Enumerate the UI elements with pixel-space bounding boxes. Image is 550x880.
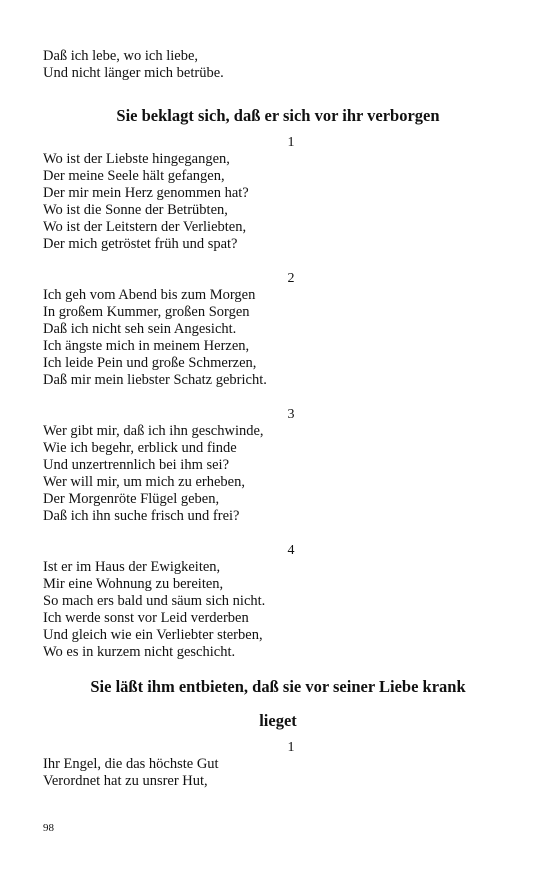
verse-line: Daß mir mein liebster Schatz gebricht.	[43, 372, 267, 388]
verse-line: Ich ängste mich in meinem Herzen,	[43, 338, 250, 354]
verse-line: Wo ist der Leitstern der Verliebten,	[43, 219, 247, 235]
verse-line: So mach ers bald und säum sich nicht.	[43, 593, 266, 609]
verse-line: Daß ich nicht seh sein Angesicht.	[43, 321, 237, 337]
verse-line: Wer will mir, um mich zu erheben,	[43, 474, 245, 490]
verse-line: Der meine Seele hält gefangen,	[43, 168, 225, 184]
verse-line: Ich geh vom Abend bis zum Morgen	[43, 287, 256, 303]
verse-line: Verordnet hat zu unsrer Hut,	[43, 773, 208, 789]
poem-title-line: lieget	[259, 711, 297, 730]
verse-line: Wie ich begehr, erblick und finde	[43, 440, 237, 456]
verse-line: Ich werde sonst vor Leid verderben	[43, 610, 249, 626]
stanza	[43, 423, 513, 525]
verse-line: Ihr Engel, die das höchste Gut	[43, 756, 219, 772]
stanza	[43, 287, 513, 389]
verse-line: Mir eine Wohnung zu bereiten,	[43, 576, 224, 592]
stanza-number: 2	[287, 271, 295, 286]
verse-line: Wo ist die Sonne der Betrübten,	[43, 202, 228, 218]
verse-line: Daß ich lebe, wo ich liebe,	[43, 48, 199, 64]
verse-line: Daß ich ihn suche frisch und frei?	[43, 508, 240, 524]
stanza-number: 1	[287, 740, 295, 755]
verse-line: Wer gibt mir, daß ich ihn geschwinde,	[43, 423, 264, 439]
page-content	[43, 48, 513, 790]
verse-line: Und unzertrennlich bei ihm sei?	[43, 457, 230, 473]
poem-title-line: Sie läßt ihm entbieten, daß sie vor seiner Liebe krank	[90, 677, 466, 696]
intro-stanza	[43, 48, 513, 82]
verse-line: Der mich getröstet früh und spat?	[43, 236, 238, 252]
stanza	[43, 756, 513, 790]
stanza	[43, 559, 513, 661]
verse-line: Der Morgenröte Flügel geben,	[43, 491, 220, 507]
stanza-number: 4	[287, 543, 295, 558]
stanza	[43, 151, 513, 253]
verse-line: Wo es in kurzem nicht geschicht.	[43, 644, 236, 660]
stanza-number: 1	[287, 135, 295, 150]
page-number: 98	[43, 822, 54, 834]
verse-line: Ich leide Pein und große Schmerzen,	[43, 355, 257, 371]
verse-line: In großem Kummer, großen Sorgen	[43, 304, 250, 320]
verse-line: Ist er im Haus der Ewigkeiten,	[43, 559, 221, 575]
verse-line: Der mir mein Herz genommen hat?	[43, 185, 249, 201]
verse-line: Und nicht länger mich betrübe.	[43, 65, 224, 81]
poem-title	[43, 677, 513, 731]
stanza-number: 3	[287, 407, 295, 422]
poem-title: Sie beklagt sich, daß er sich vor ihr verborgen	[116, 106, 440, 125]
verse-line: Und gleich wie ein Verliebter sterben,	[43, 627, 263, 643]
verse-line: Wo ist der Liebste hingegangen,	[43, 151, 230, 167]
